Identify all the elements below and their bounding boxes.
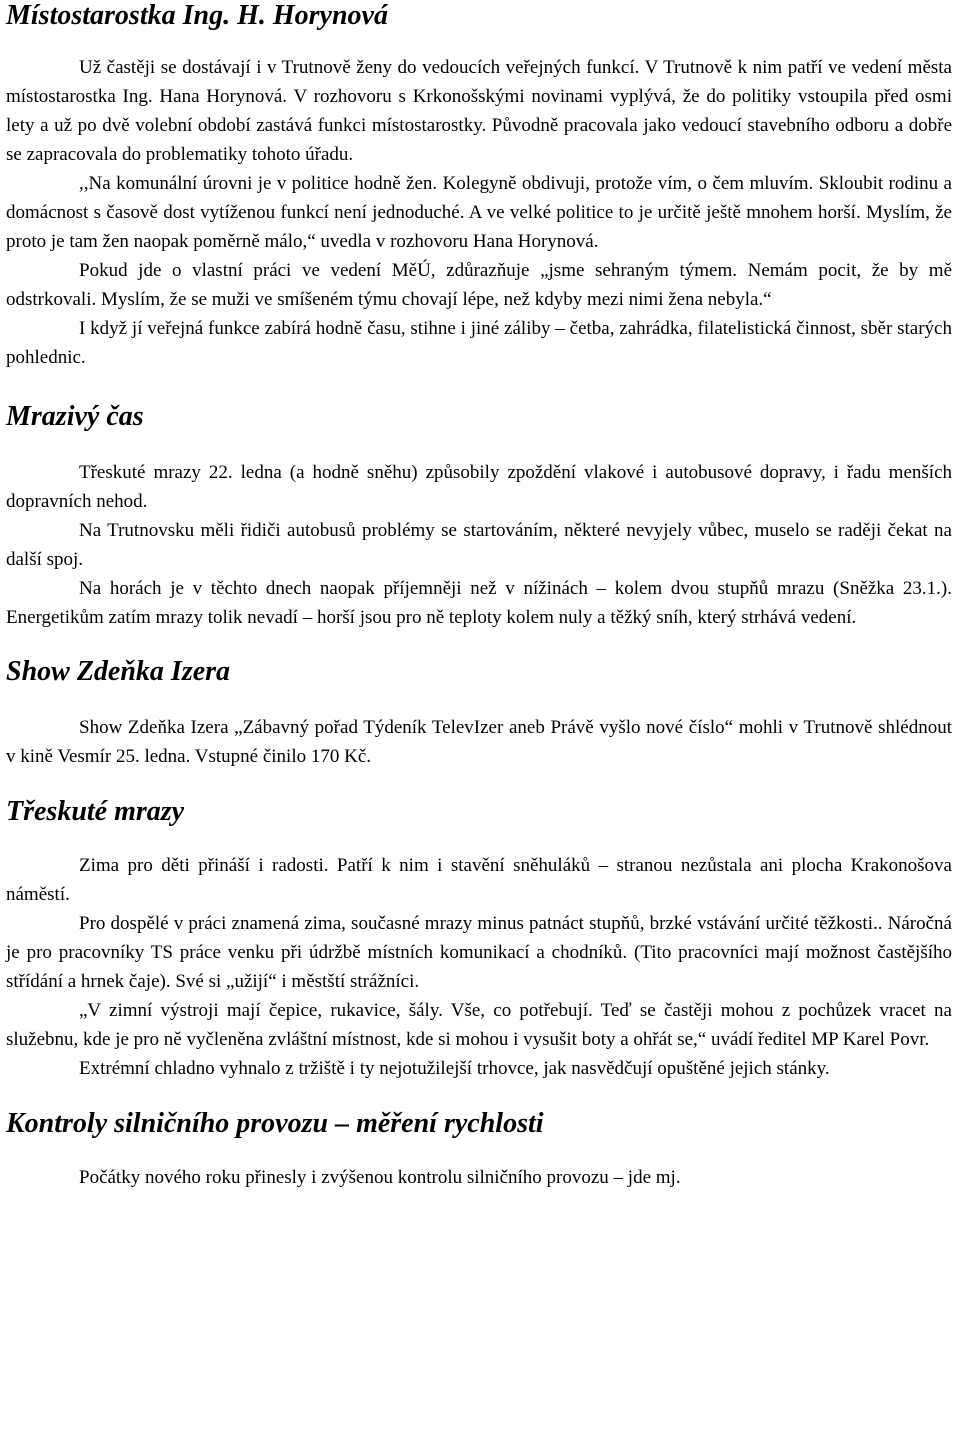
- paragraph: Na Trutnovsku měli řidiči autobusů problémy se startováním, některé nevyjely vůbec, muselo se raději čekat na další spoj.: [6, 520, 952, 570]
- section-treskute-mrazy: [6, 795, 952, 1083]
- section-mrazivy-cas: [6, 400, 952, 632]
- paragraph: Pokud jde o vlastní práci ve vedení MěÚ, zdůrazňuje „jsme sehraným týmem. Nemám pocit, že by mě odstrkovali. Myslím, že se muži ve smíšeném týmu chovají lépe, než kdyby mezi nimi žena nebyla.“: [6, 260, 952, 310]
- section-heading: Místostarostka Ing. H. Horynová: [6, 0, 388, 31]
- section-heading: Kontroly silničního provozu – měření rychlosti: [6, 1108, 544, 1139]
- paragraph: I když jí veřejná funkce zabírá hodně času, stihne i jiné záliby – četba, zahrádka, filatelistická činnost, sběr starých pohlednic.: [6, 318, 952, 368]
- paragraph: Už častěji se dostávají i v Trutnově ženy do vedoucích veřejných funkcí. V Trutnově k nim patří ve vedení města místostarostka Ing. Hana Horynová. V rozhovoru s Krkonošskými novinami vyplývá, že do politiky vstoupila před osmi lety a už po dvě volební období zastává funkci místostarostky. Původně pracovala jako vedoucí stavebního odboru a dobře se zapracovala do problematiky tohoto úřadu.: [6, 57, 952, 165]
- section-heading: Show Zdeňka Izera: [6, 656, 231, 687]
- paragraph: Třeskuté mrazy 22. ledna (a hodně sněhu) způsobily zpoždění vlakové i autobusové dopravy, i řadu menších dopravních nehod.: [6, 462, 952, 512]
- section-heading: Třeskuté mrazy: [6, 796, 185, 827]
- section-mistostarostka: [6, 0, 952, 372]
- paragraph: Show Zdeňka Izera „Zábavný pořad Týdeník TelevIzer aneb Právě vyšlo nové číslo“ mohli v Trutnově shlédnout v kině Vesmír 25. ledna. Vstupné činilo 170 Kč.: [6, 717, 952, 767]
- paragraph: „V zimní výstroji mají čepice, rukavice, šály. Vše, co potřebují. Teď se častěji mohou z pochůzek vracet na služebnu, kde je pro ně vyčleněna zvláštní místnost, kde si mohou i vysušit boty a ohřát se,“ uvádí ředitel MP Karel Povr.: [6, 1000, 952, 1050]
- paragraph: Extrémní chladno vyhnalo z tržiště i ty nejotužilejší trhovce, jak nasvědčují opuštěné jejich stánky.: [79, 1058, 830, 1079]
- paragraph: Pro dospělé v práci znamená zima, současné mrazy minus patnáct stupňů, brzké vstávání určité těžkosti.. Náročná je pro pracovníky TS práce venku při údržbě místních komunikací a chodníků. (Tito pracovníci mají možnost častějšího střídání a hrnek čaje). Své si „užijí“ i městští strážníci.: [6, 913, 952, 992]
- paragraph: Na horách je v těchto dnech naopak příjemněji než v nížinách – kolem dvou stupňů mrazu (Sněžka 23.1.). Energetikům zatím mrazy tolik nevadí – horší jsou pro ně teploty kolem nuly a těžký sníh, který strhává vedení.: [6, 578, 952, 628]
- section-show-izera: [6, 655, 952, 771]
- paragraph: Počátky nového roku přinesly i zvýšenou kontrolu silničního provozu – jde mj.: [79, 1167, 681, 1188]
- section-kontroly: [6, 1107, 952, 1192]
- paragraph: Zima pro děti přináší i radosti. Patří k nim i stavění sněhuláků – stranou nezůstala ani plocha Krakonošova náměstí.: [6, 855, 952, 905]
- paragraph: ,,Na komunální úrovni je v politice hodně žen. Kolegyně obdivuji, protože vím, o čem mluvím. Skloubit rodinu a domácnost s časově dost vytíženou funkcí není jednoduché. A ve velké politice to je určitě ještě mnohem horší. Myslím, že proto je tam žen naopak poměrně málo,“ uvedla v rozhovoru Hana Horynová.: [6, 173, 952, 252]
- section-heading: Mrazivý čas: [6, 401, 144, 432]
